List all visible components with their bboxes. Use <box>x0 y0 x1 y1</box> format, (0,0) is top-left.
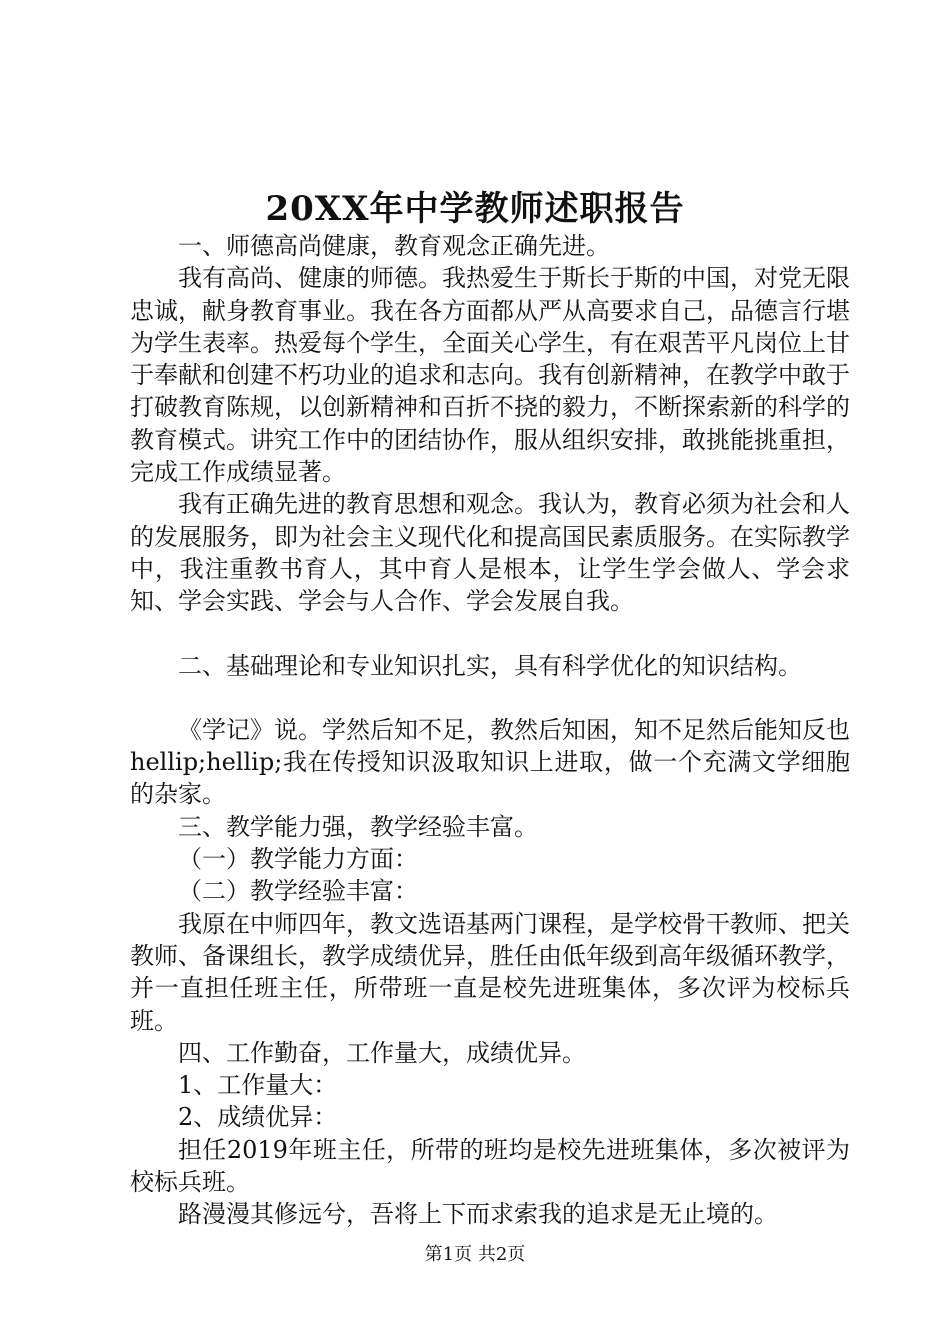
paragraph-heading-1: 一、师德高尚健康，教育观念正确先进。 <box>178 232 610 260</box>
paragraph-subheading: 2、成绩优异： <box>178 1103 338 1132</box>
paragraph: 我有高尚、健康的师德。我热爱生于斯长于斯的中国，对党无限忠诚，献身教育事业。我在各方面都从严从高要求自己，品德言行堪为学生表率。热爱每个学生，全面关心学生，有在艰苦平凡岗位上甘于奉献和创建不朽功业的追求和志向。我有创新精神，在教学中敢于打破教育陈规，以创新精神和百折不挠的毅力，不断探索新的科学的教育模式。讲究工作中的团结协作，服从组织安排，敢挑能挑重担，完成工作成绩显著。 <box>130 264 850 487</box>
paragraph-heading-2: 二、基础理论和专业知识扎实，具有科学优化的知识结构。 <box>178 651 802 680</box>
paragraph-heading-3: 三、教学能力强，教学经验丰富。 <box>178 812 538 841</box>
paragraph: 我有正确先进的教育思想和观念。我认为，教育必须为社会和人的发展服务，即为社会主义现代化和提高国民素质服务。在实际教学中，我注重教书育人，其中育人是根本，让学生学会做人、学会求知、学会实践、学会与人合作、学会发展自我。 <box>130 490 850 616</box>
paragraph-heading-4: 四、工作勤奋，工作量大，成绩优异。 <box>178 1038 586 1067</box>
paragraph-subheading: （二）教学经验丰富： <box>178 877 418 906</box>
paragraph: 我原在中师四年，教文选语基两门课程，是学校骨干教师、把关教师、备课组长，教学成绩优异，胜任由低年级到高年级循环教学，并一直担任班主任，所带班一直是校先进班集体，多次评为校标兵班。 <box>130 909 850 1035</box>
document-body <box>130 230 850 1231</box>
document-title: 20XX年中学教师述职报告 <box>265 189 685 229</box>
page-number-footer: 第1页 共2页 <box>424 1244 526 1265</box>
paragraph: 《学记》说。学然后知不足，教然后知困，知不足然后能知反也hellip;hellip;我在传授知识汲取知识上进取，做一个充满文学细胞的杂家。 <box>130 715 850 809</box>
paragraph: 路漫漫其修远兮，吾将上下而求索我的追求是无止境的。 <box>178 1200 778 1229</box>
paragraph-subheading: 1、工作量大： <box>178 1071 338 1100</box>
paragraph: 担任2019年班主任，所带的班均是校先进班集体，多次被评为校标兵班。 <box>130 1135 850 1197</box>
paragraph-subheading: （一）教学能力方面： <box>178 845 418 874</box>
